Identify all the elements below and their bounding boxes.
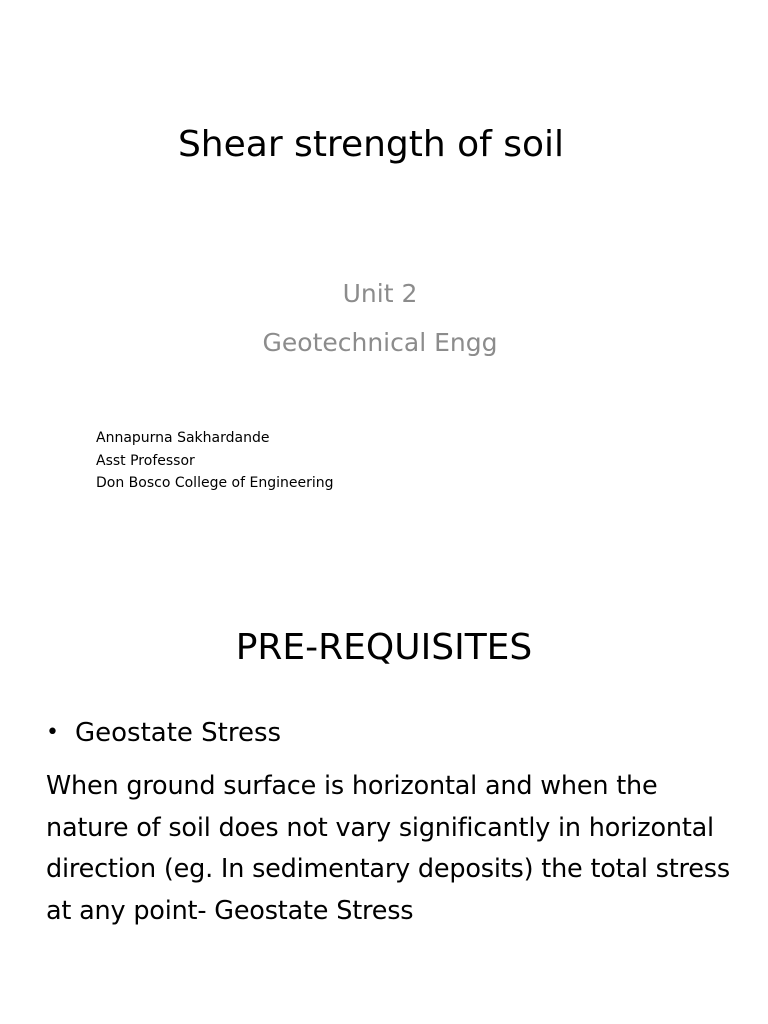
slide-2 [0, 576, 768, 1024]
bullet-text: Geostate Stress [75, 718, 282, 748]
slide-2-title: PRE-REQUISITES [235, 627, 533, 668]
bullet-icon: • [46, 720, 59, 745]
author-institution: Don Bosco College of Engineering [96, 475, 334, 491]
author-designation: Asst Professor [96, 452, 195, 469]
bullet-item [46, 716, 281, 750]
subtitle-unit: Unit 2 [342, 279, 418, 308]
body-paragraph: When ground surface is horizontal and when the nature of soil does not vary significantly in horizontal direction (eg. In sedimentary deposits) the total stress at any point- Geostate Stress [46, 771, 730, 926]
author-block [96, 427, 333, 495]
slide-1-title: Shear strength of soil [177, 124, 565, 165]
author-name: Annapurna Sakhardande [96, 430, 270, 446]
subtitle-course: Geotechnical Engg [262, 328, 498, 357]
